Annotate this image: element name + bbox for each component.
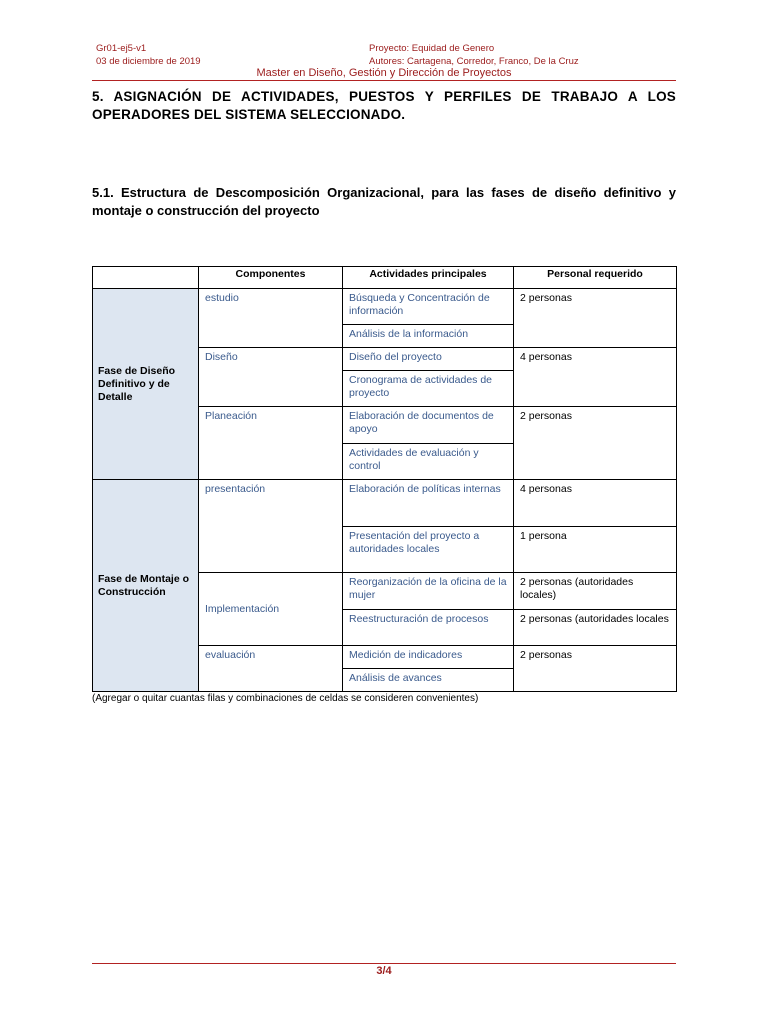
activity-cell: Reorganización de la oficina de la mujer (343, 573, 514, 610)
activity-cell: Actividades de evaluación y control (343, 444, 514, 480)
doc-code: Gr01-ej5-v1 (96, 43, 147, 54)
table-row (93, 289, 677, 325)
phase-design: Fase de Diseño Definitivo y de Detalle (93, 289, 199, 480)
page-number: 3/4 (376, 965, 392, 977)
activity-cell: Reestructuración de procesos (343, 610, 514, 646)
personnel-cell: 2 personas (514, 646, 677, 692)
component-cell: evaluación (199, 646, 343, 692)
phase-construction: Fase de Montaje o Construcción (93, 480, 199, 692)
component-cell: Diseño (199, 348, 343, 407)
master-program: Master en Diseño, Gestión y Dirección de Proyectos (256, 67, 512, 79)
activity-cell: Elaboración de políticas internas (343, 480, 514, 527)
organizational-breakdown-table (92, 266, 677, 692)
project-name: Proyecto: Equidad de Genero (369, 43, 495, 54)
personnel-cell: 2 personas (514, 289, 677, 348)
subsection-title: 5.1. Estructura de Descomposición Organizacional, para las fases de diseño definitivo y montaje o construcción del proyecto (92, 185, 676, 218)
header-rule (92, 80, 676, 81)
table-note: (Agregar o quitar cuantas filas y combinaciones de celdas se consideren convenientes) (92, 693, 479, 704)
personnel-cell: 4 personas (514, 480, 677, 527)
personnel-cell: 1 persona (514, 527, 677, 573)
doc-date: 03 de diciembre de 2019 (96, 56, 201, 67)
activity-cell: Análisis de la información (343, 325, 514, 348)
activity-cell: Búsqueda y Concentración de información (343, 289, 514, 325)
activity-cell: Medición de indicadores (343, 646, 514, 669)
component-cell: estudio (199, 289, 343, 348)
component-cell: Implementación (199, 573, 343, 646)
header-activities: Actividades principales (343, 267, 514, 289)
personnel-cell: 2 personas (autoridades locales (514, 610, 677, 646)
activity-cell: Diseño del proyecto (343, 348, 514, 371)
table-header-row (93, 267, 677, 289)
personnel-cell: 2 personas (autoridades locales) (514, 573, 677, 610)
section-title: 5. ASIGNACIÓN DE ACTIVIDADES, PUESTOS Y PERFILES DE TRABAJO A LOS OPERADORES DEL SISTEMA SELECCIONADO. (92, 89, 676, 122)
component-cell: Planeación (199, 407, 343, 480)
authors: Autores: Cartagena, Corredor, Franco, De la Cruz (369, 56, 579, 67)
component-cell: presentación (199, 480, 343, 573)
table-row (93, 480, 677, 527)
footer-rule (92, 963, 676, 964)
header-components: Componentes (199, 267, 343, 289)
activity-cell: Presentación del proyecto a autoridades locales (343, 527, 514, 573)
header-personnel: Personal requerido (514, 267, 677, 289)
personnel-cell: 4 personas (514, 348, 677, 407)
activity-cell: Cronograma de actividades de proyecto (343, 371, 514, 407)
activity-cell: Análisis de avances (343, 669, 514, 692)
personnel-cell: 2 personas (514, 407, 677, 480)
header-empty-cell (93, 267, 199, 289)
activity-cell: Elaboración de documentos de apoyo (343, 407, 514, 444)
